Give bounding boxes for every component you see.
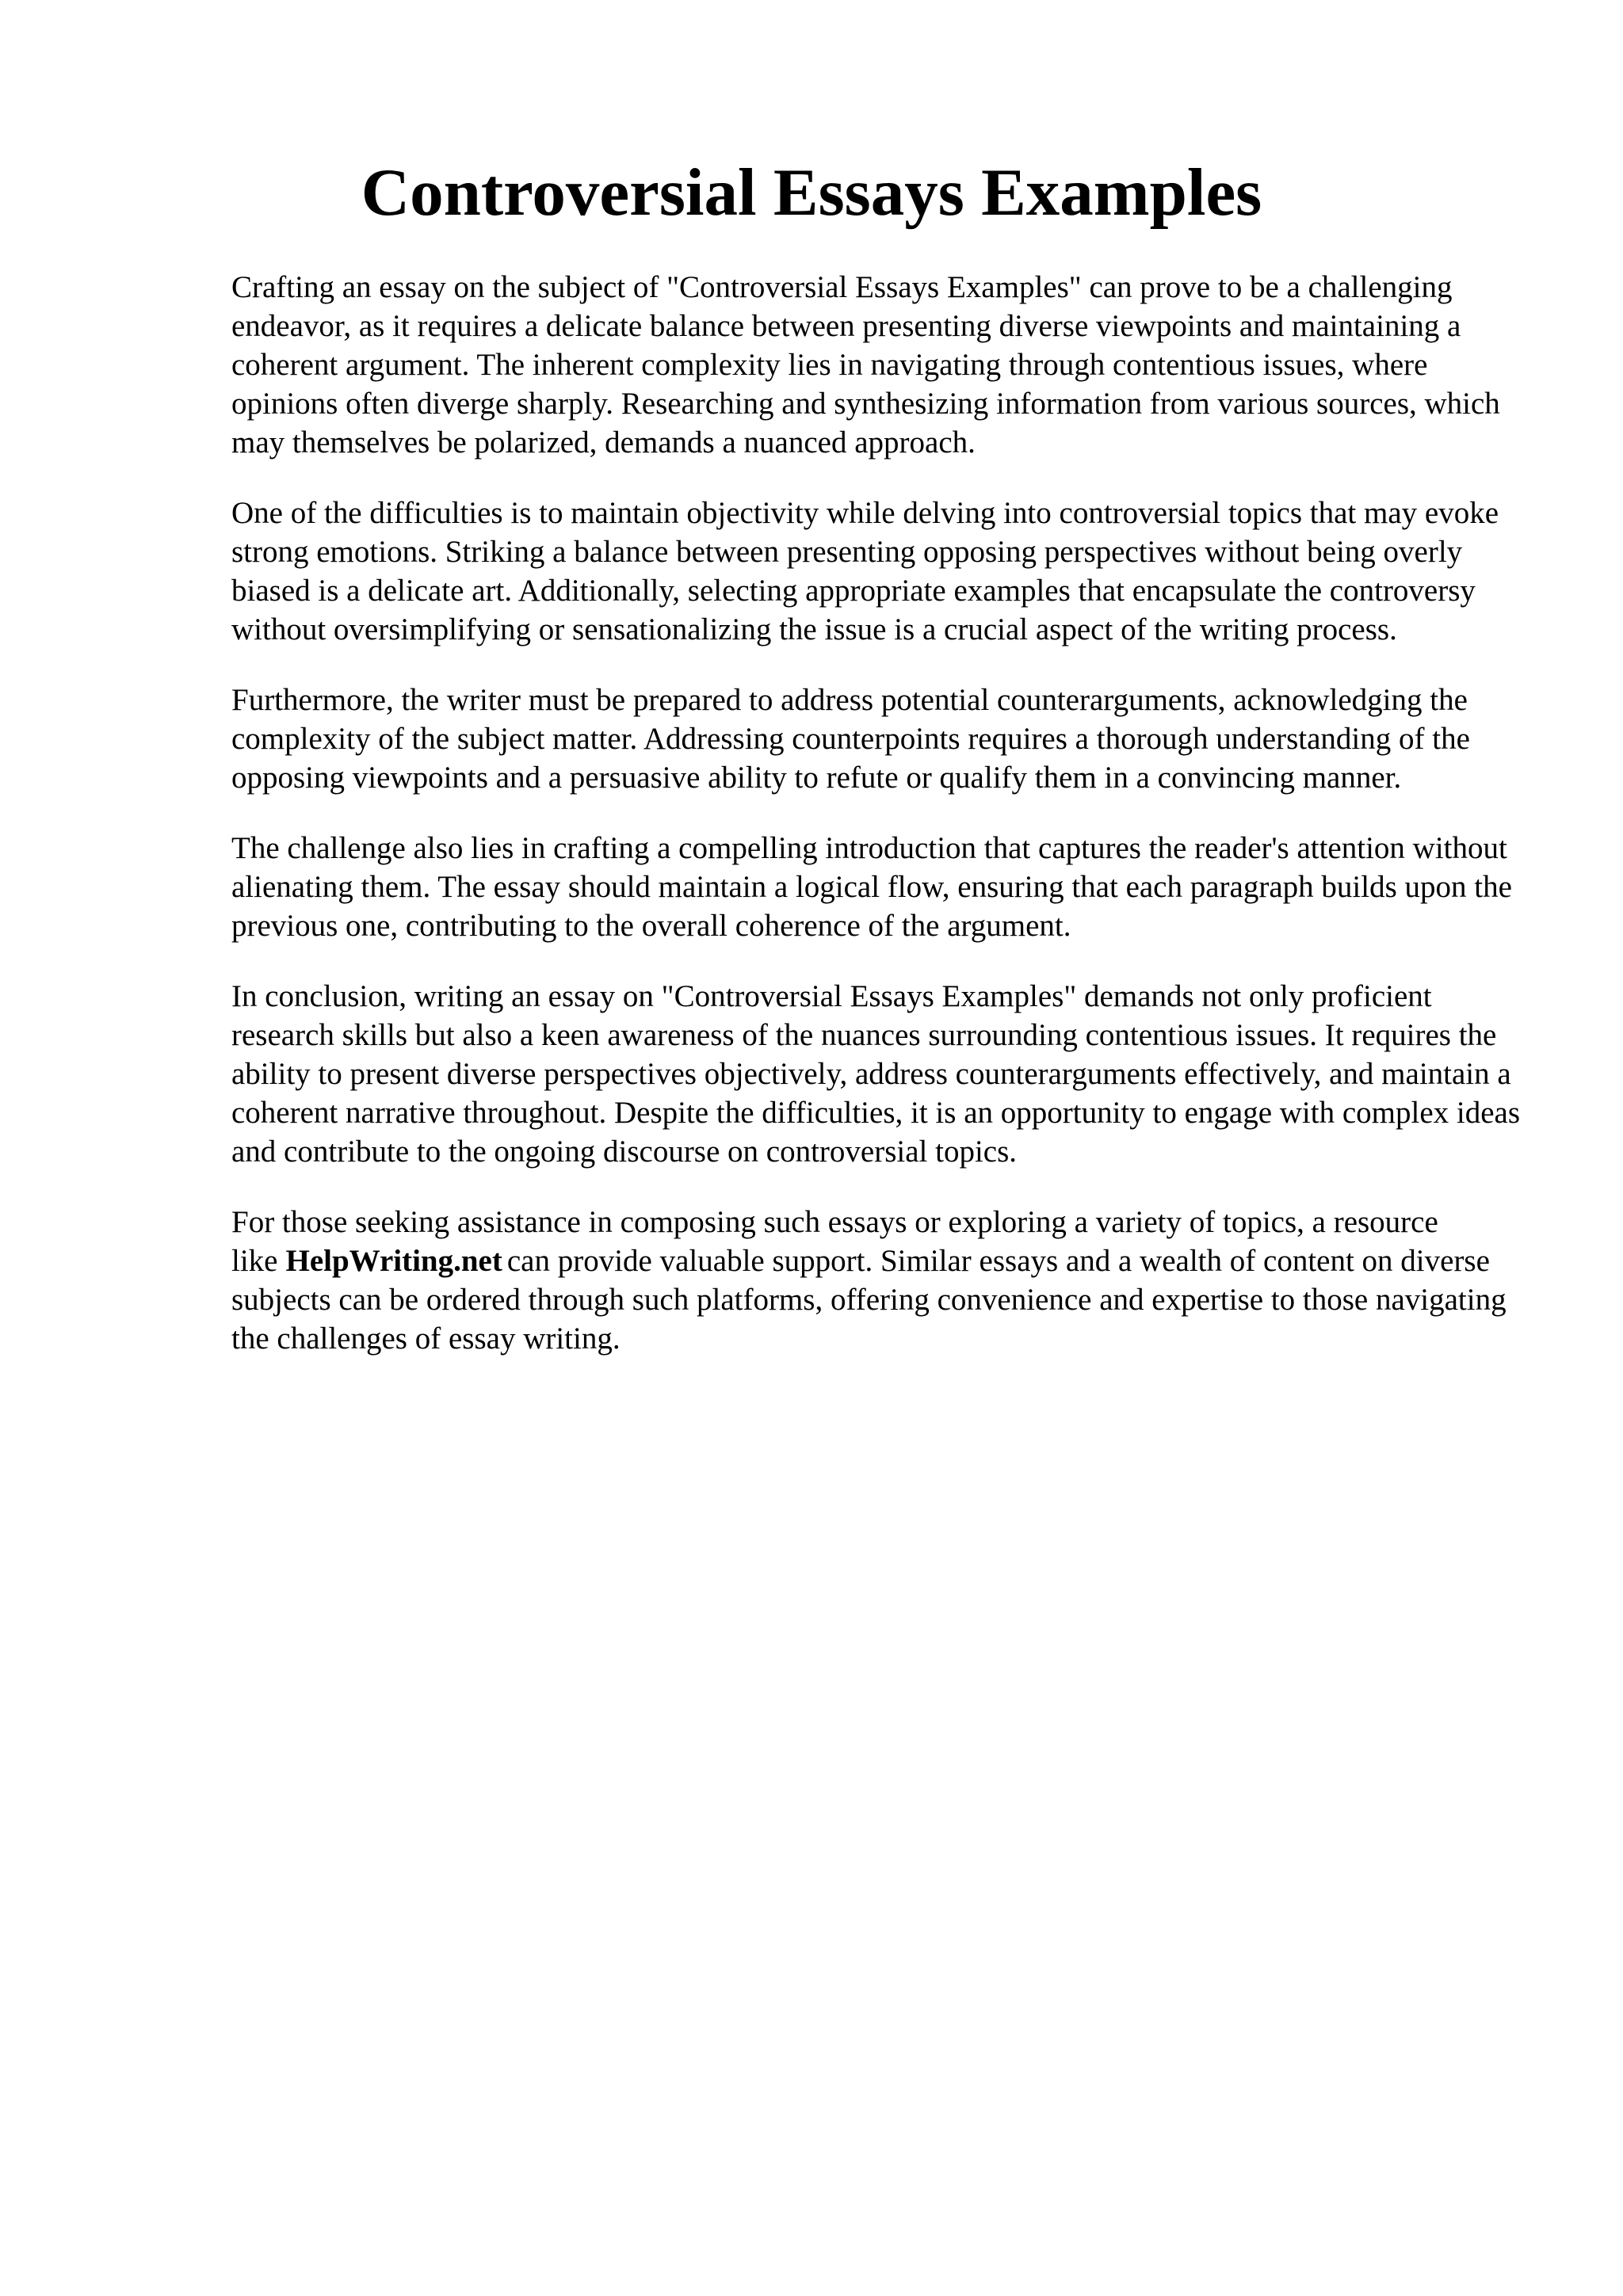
closing-text-after-link: can provide valuable support. Similar essays and a wealth of content on diverse subjects can be ordered through such platforms, offering convenience and expertise to those navigating the challenges of essay writing.	[231, 1244, 1507, 1356]
paragraph-objectivity: One of the difficulties is to maintain objectivity while delving into controversial topics that may evoke strong emotions. Striking a balance between presenting opposing perspectives without being overly biased is a delicate art. Additionally, selecting appropriate examples that encapsulate the controversy without oversimplifying or sensationalizing the issue is a crucial aspect of the writing process.	[231, 496, 1499, 646]
page-title: Controversial Essays Examples	[361, 155, 1262, 230]
closing-text-before-link: For those seeking assistance in composing such essays or exploring a variety of topics, a resource like	[231, 1205, 1438, 1278]
paragraph-conclusion: In conclusion, writing an essay on "Controversial Essays Examples" demands not only proficient research skills but also a keen awareness of the nuances surrounding contentious issues. It requires the ability to present diverse perspectives objectively, address counterarguments effectively, and maintain a coherent narrative throughout. Despite the difficulties, it is an opportunity to engage with complex ideas and contribute to the ongoing discourse on controversial topics.	[231, 979, 1521, 1169]
essay-body	[231, 268, 1531, 1390]
paragraph-intro: Crafting an essay on the subject of "Controversial Essays Examples" can prove to be a challenging endeavor, as it requires a delicate balance between presenting diverse viewpoints and maintaining a coherent argument. The inherent complexity lies in navigating through contentious issues, where opinions often diverge sharply. Researching and synthesizing information from various sources, which may themselves be polarized, demands a nuanced approach.	[231, 270, 1500, 460]
paragraph-introduction-challenge: The challenge also lies in crafting a compelling introduction that captures the reader's attention without alienating them. The essay should maintain a logical flow, ensuring that each paragraph builds upon the previous one, contributing to the overall coherence of the argument.	[231, 831, 1512, 943]
paragraph-counterarguments: Furthermore, the writer must be prepared to address potential counterarguments, acknowledging the complexity of the subject matter. Addressing counterpoints requires a thorough understanding of the opposing viewpoints and a persuasive ability to refute or qualify them in a convincing manner.	[231, 683, 1470, 795]
paragraph-closing	[231, 1203, 1531, 1358]
helpwriting-link[interactable]: HelpWriting.net	[285, 1244, 502, 1278]
